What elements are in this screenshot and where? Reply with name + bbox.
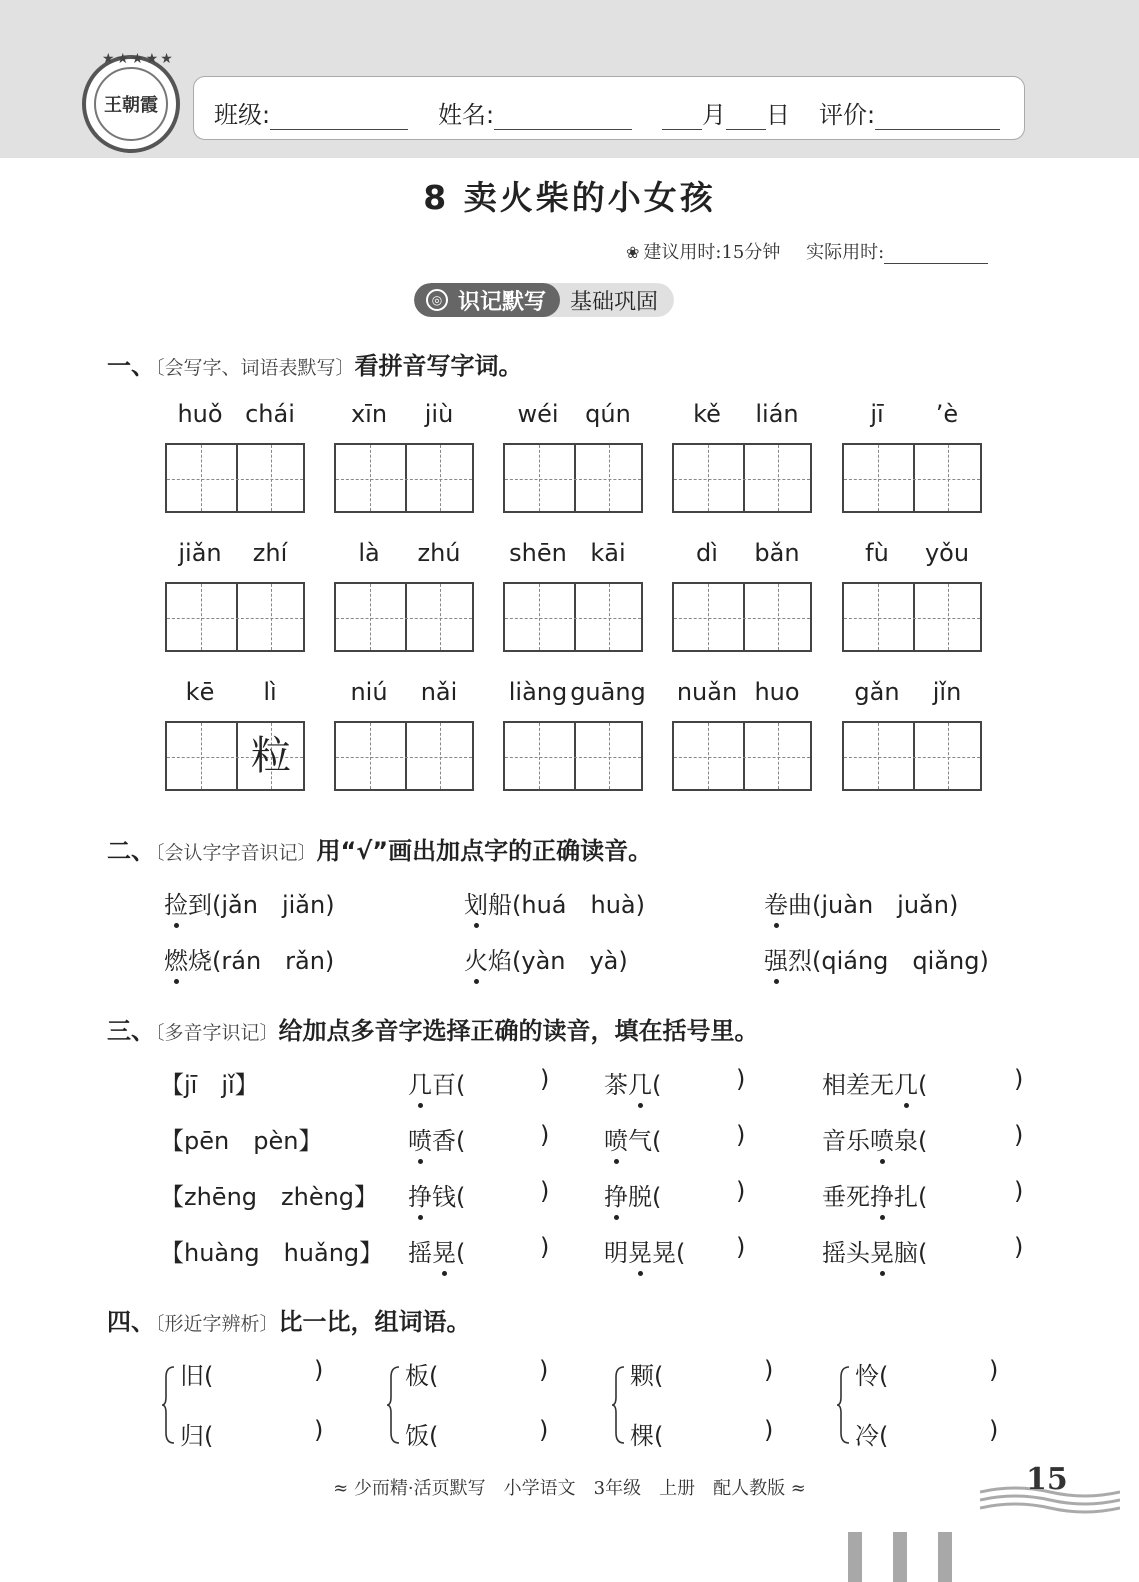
word-suffix: 钱 [432,1183,456,1211]
dotted-char: 几 [894,1065,918,1100]
reading-options: (qiáng qiǎng) [812,947,989,975]
char: 板 [405,1362,429,1390]
dotted-char: 挣 [408,1177,432,1212]
polyphone-word [822,1177,927,1212]
box-divider [743,445,745,511]
pinyin-syllable: dì [696,539,718,567]
dotted-char: 几 [628,1065,652,1100]
word-prefix: 摇头 [822,1239,870,1267]
reading-options: (juàn juǎn) [812,891,959,919]
pinyin-syllable: nǎi [420,678,458,706]
open-paren: ( [429,1422,439,1450]
pinyin-syllable: xīn [350,400,388,428]
char: 旧 [180,1362,204,1390]
timer-line [626,238,988,264]
box-divider [236,445,238,511]
word-prefix: 音乐 [822,1127,870,1155]
pronunciation-item[interactable] [164,941,334,976]
q4-heading: 四、〔形近字辨析〕比一比，组词语。 [107,1308,471,1336]
grid-guide [167,618,303,619]
pronunciation-item[interactable] [764,885,958,920]
medal-icon: ◎ [426,289,448,311]
grid-guide [708,445,709,511]
pinyin-syllable: shēn [509,539,567,567]
word-suffix: 百 [432,1071,456,1099]
grid-guide [201,723,202,789]
word-rest: 烧 [188,947,212,975]
word-prefix: 茶 [604,1071,628,1099]
open-paren: ( [918,1071,928,1099]
polyphone-word [604,1233,685,1268]
name-field[interactable] [494,107,632,130]
grid-guide [370,723,371,789]
close-paren: ) [736,1121,746,1149]
close-paren: ) [540,1233,550,1261]
close-paren: ) [764,1356,774,1384]
pinyin-syllable: liàng [508,678,568,706]
writing-box[interactable] [842,443,982,513]
close-paren: ) [540,1065,550,1093]
actual-time-label: 实际用时: [806,242,885,263]
compare-char [855,1416,888,1451]
grid-guide [878,584,879,650]
pinyin-syllable: yǒu [924,539,970,567]
grid-guide [271,445,272,511]
close-paren: ) [540,1177,550,1205]
polyphone-word [604,1177,661,1212]
writing-box[interactable] [165,721,305,791]
compare-char [180,1356,213,1391]
grid-guide [844,757,980,758]
pinyin-syllable: huo [754,678,800,706]
pinyin-syllable: chái [245,400,295,428]
day-field[interactable] [726,107,766,130]
writing-box[interactable] [842,582,982,652]
pinyin-syllable: jī [870,400,884,428]
pinyin-syllable: nuǎn [676,678,738,706]
box-divider [405,445,407,511]
pronunciation-item[interactable] [464,885,645,920]
dotted-char: 晃 [432,1233,456,1268]
actual-time-field[interactable] [884,245,988,264]
month-field[interactable] [662,107,702,130]
open-paren: ( [456,1183,466,1211]
day-label: 日 [766,101,790,129]
dotted-char: 晃 [628,1233,652,1268]
open-paren: ( [204,1362,214,1390]
close-paren: ) [539,1356,549,1384]
logo-text: 王朝霞 [94,67,168,141]
lesson-title: 8 卖火柴的小女孩 [423,178,716,217]
dotted-char: 喷 [604,1121,628,1156]
polyphone-word [822,1233,927,1268]
writing-box[interactable] [165,582,305,652]
dotted-char: 强 [764,941,788,976]
pinyin-syllable: wéi [517,400,559,428]
pinyin-syllable: qún [585,400,631,428]
word-rest: 曲 [788,891,812,919]
box-divider [913,584,915,650]
dotted-char: 火 [464,941,488,976]
dotted-char: 挣 [870,1177,894,1212]
pinyin-syllable: ’è [935,400,959,428]
grid-guide [844,618,980,619]
grid-guide [539,584,540,650]
pronunciation-item[interactable] [464,941,628,976]
open-paren: ( [918,1239,928,1267]
grid-guide [948,584,949,650]
writing-box[interactable] [672,721,812,791]
close-paren: ) [989,1356,999,1384]
open-paren: ( [456,1127,466,1155]
writing-box[interactable] [672,582,812,652]
eval-label: 评价: [819,101,876,129]
open-paren: ( [879,1362,889,1390]
class-label: 班级: [214,101,271,129]
brace-icon [612,1365,626,1445]
open-paren: ( [204,1422,214,1450]
reading-options: 【jī jǐ】 [160,1071,259,1099]
eval-field[interactable] [875,107,1000,130]
grid-guide [505,479,641,480]
writing-box[interactable] [334,582,474,652]
grid-guide [778,445,779,511]
char: 饭 [405,1422,429,1450]
page-number: 15 [1026,1462,1068,1497]
box-divider [913,723,915,789]
word-suffix: 脑 [894,1239,918,1267]
flower-icon: ❀ [626,243,640,262]
grid-guide [674,757,810,758]
close-paren: ) [1014,1177,1024,1205]
compare-char [855,1356,888,1391]
close-paren: ) [764,1416,774,1444]
pinyin-syllable: niú [350,678,388,706]
close-paren: ) [314,1356,324,1384]
writing-box[interactable] [503,582,643,652]
pinyin-syllable: là [358,539,380,567]
word-rest: 船 [488,891,512,919]
polyphone-word [408,1177,465,1212]
grid-guide [674,618,810,619]
brace-icon [387,1365,401,1445]
grid-guide [336,479,472,480]
open-paren: ( [652,1127,662,1155]
close-paren: ) [1014,1065,1024,1093]
reading-options: 【pēn pèn】 [160,1127,323,1155]
grid-guide [440,723,441,789]
grid-guide [609,723,610,789]
q1-heading: 一、〔会写字、词语表默写〕看拼音写字词。 [107,352,523,380]
char: 棵 [630,1422,654,1450]
star-icon: ★★★★★ [102,51,175,67]
word-rest: 烈 [788,947,812,975]
open-paren: ( [879,1422,889,1450]
q3-heading: 三、〔多音字识记〕给加点多音字选择正确的读音，填在括号里。 [107,1017,759,1045]
grid-guide [778,584,779,650]
wave-icon: ≈ [785,1478,806,1499]
section-badge [414,283,674,317]
footer [0,1474,1139,1500]
suggested-time: 建议用时:15分钟 [643,242,781,263]
pinyin-syllable: gǎn [854,678,900,706]
pinyin-syllable: zhí [252,539,288,567]
pinyin-syllable: zhú [417,539,461,567]
box-divider [574,445,576,511]
char: 归 [180,1422,204,1450]
dotted-char: 几 [408,1065,432,1100]
name-label: 姓名: [438,101,495,129]
pinyin-syllable: lián [755,400,799,428]
polyphone-word [604,1065,661,1100]
footer-text: 少而精·活页默写 小学语文 3年级 上册 配人教版 [353,1478,786,1499]
close-paren: ) [736,1233,746,1261]
word-prefix: 明 [604,1239,628,1267]
box-divider [236,584,238,650]
char: 颗 [630,1362,654,1390]
pinyin-syllable: bǎn [754,539,800,567]
grid-guide [505,757,641,758]
grid-guide [708,584,709,650]
word-suffix: 香 [432,1127,456,1155]
pinyin-syllable: huǒ [177,400,223,428]
open-paren: ( [652,1071,662,1099]
word-rest: 到 [188,891,212,919]
badge-left: 识记默写 [458,289,547,315]
class-field[interactable] [270,107,408,130]
reading-options: 【zhēng zhèng】 [160,1183,379,1211]
reading-options: (jǎn jiǎn) [212,891,335,919]
compare-char [405,1356,438,1391]
grid-guide [336,618,472,619]
open-paren: ( [429,1362,439,1390]
close-paren: ) [314,1416,324,1444]
grid-guide [440,584,441,650]
reading-options: (rán rǎn) [212,947,335,975]
pinyin-syllable: lì [263,678,277,706]
open-paren: ( [654,1362,664,1390]
writing-box[interactable] [165,443,305,513]
pinyin-syllable: fù [865,539,889,567]
grid-guide [844,479,980,480]
grid-guide [948,723,949,789]
dotted-char: 划 [464,885,488,920]
writing-box[interactable] [334,443,474,513]
compare-char [405,1416,438,1451]
reading-options: 【huàng huǎng】 [160,1239,384,1267]
box-divider [574,723,576,789]
close-paren: ) [989,1416,999,1444]
polyphone-word [408,1233,465,1268]
dotted-char: 挣 [604,1177,628,1212]
grid-guide [878,445,879,511]
edge-bar [938,1532,952,1582]
given-character: 粒 [251,733,291,779]
word-suffix: 泉 [894,1127,918,1155]
grid-guide [370,584,371,650]
wave-icon: ≈ [333,1478,354,1499]
char: 冷 [855,1422,879,1450]
grid-guide [201,445,202,511]
open-paren: ( [456,1239,466,1267]
edge-bar [893,1532,907,1582]
polyphone-word [604,1121,661,1156]
pronunciation-item[interactable] [164,885,335,920]
dotted-char: 喷 [408,1121,432,1156]
word-prefix: 垂死 [822,1183,870,1211]
publisher-logo [82,51,180,153]
close-paren: ) [736,1177,746,1205]
grid-guide [336,757,472,758]
edge-bar [848,1532,862,1582]
close-paren: ) [539,1416,549,1444]
q2-heading: 二、〔会认字字音识记〕用“√”画出加点字的正确读音。 [107,837,653,865]
box-divider [743,584,745,650]
open-paren: ( [652,1183,662,1211]
month-label: 月 [702,101,726,129]
dotted-char: 捡 [164,885,188,920]
word-suffix: 晃 [652,1239,676,1267]
pinyin-syllable: kě [693,400,721,428]
polyphone-word [408,1065,465,1100]
dotted-char: 晃 [870,1233,894,1268]
polyphone-word [822,1065,927,1100]
polyphone-word [822,1121,927,1156]
grid-guide [878,723,879,789]
compare-char [630,1416,663,1451]
open-paren: ( [918,1183,928,1211]
word-rest: 焰 [488,947,512,975]
pinyin-syllable: jǐn [932,678,962,706]
word-suffix: 脱 [628,1183,652,1211]
word-prefix: 摇 [408,1239,432,1267]
word-suffix: 气 [628,1127,652,1155]
brace-icon [837,1365,851,1445]
grid-guide [370,445,371,511]
badge-right: 基础巩固 [544,283,674,317]
open-paren: ( [654,1422,664,1450]
compare-char [630,1356,663,1391]
word-suffix: 扎 [894,1183,918,1211]
pinyin-syllable: kē [185,678,215,706]
writing-box[interactable] [503,721,643,791]
close-paren: ) [1014,1121,1024,1149]
grid-guide [271,584,272,650]
grid-guide [609,445,610,511]
box-divider [743,723,745,789]
compare-char [180,1416,213,1451]
brace-icon [162,1365,176,1445]
close-paren: ) [736,1065,746,1093]
grid-guide [674,479,810,480]
grid-guide [778,723,779,789]
grid-guide [539,723,540,789]
grid-guide [440,445,441,511]
box-divider [913,445,915,511]
pronunciation-item[interactable] [764,941,989,976]
writing-box[interactable] [334,721,474,791]
grid-guide [948,445,949,511]
box-divider [405,584,407,650]
writing-box[interactable] [672,443,812,513]
dotted-char: 燃 [164,941,188,976]
pinyin-syllable: kāi [590,539,626,567]
dotted-char: 喷 [870,1121,894,1156]
grid-guide [708,723,709,789]
writing-box[interactable] [503,443,643,513]
char: 怜 [855,1362,879,1390]
word-prefix: 相差无 [822,1071,894,1099]
dotted-char: 卷 [764,885,788,920]
reading-options: (yàn yà) [512,947,628,975]
pinyin-syllable: jiǎn [178,539,222,567]
grid-guide [539,445,540,511]
pinyin-syllable: jiù [424,400,454,428]
close-paren: ) [1014,1233,1024,1261]
pinyin-syllable: guāng [570,678,646,706]
close-paren: ) [540,1121,550,1149]
open-paren: ( [456,1071,466,1099]
box-divider [405,723,407,789]
box-divider [574,584,576,650]
open-paren: ( [676,1239,686,1267]
polyphone-word [408,1121,465,1156]
student-info-box [193,76,1025,140]
grid-guide [609,584,610,650]
grid-guide [167,479,303,480]
open-paren: ( [918,1127,928,1155]
grid-guide [201,584,202,650]
writing-box[interactable] [842,721,982,791]
reading-options: (huá huà) [512,891,645,919]
grid-guide [505,618,641,619]
